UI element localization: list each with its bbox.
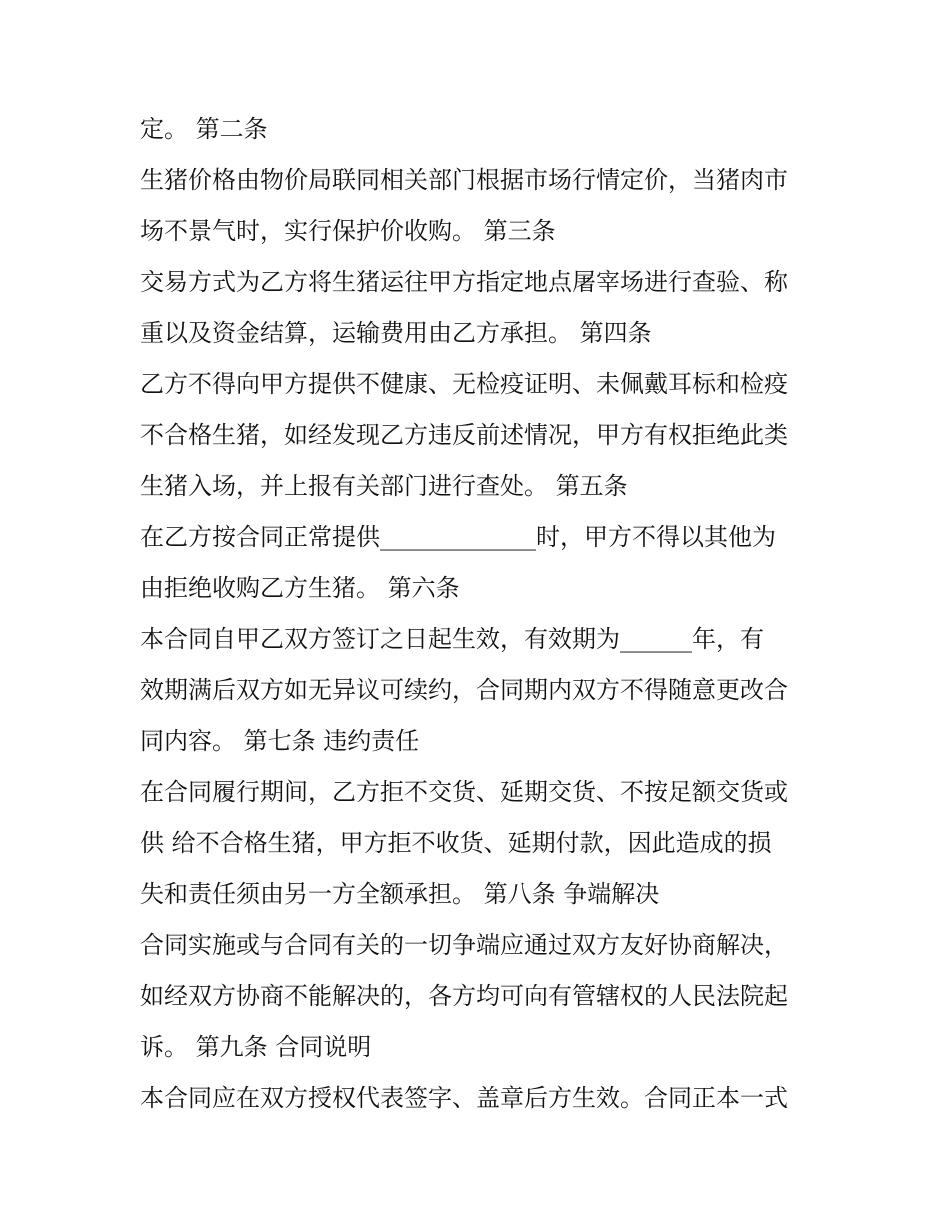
text-line: 供 给不合格生猪，甲方拒不收货、延期付款，因此造成的损	[140, 829, 772, 857]
text-line: 不合格生猪，如经发现乙方违反前述情况，甲方有权拒绝此类	[140, 421, 788, 449]
text-line: 如经双方协商不能解决的，各方均可向有管辖权的人民法院起	[140, 982, 788, 1010]
text-line: 交易方式为乙方将生猪运往甲方指定地点屠宰场进行查验、称	[140, 268, 788, 296]
text-line: 重以及资金结算，运输费用由乙方承担。 第四条	[140, 319, 652, 347]
text-line: 生猪价格由物价局联同相关部门根据市场行情定价，当猪肉市	[140, 166, 788, 194]
text-line: 乙方不得向甲方提供不健康、无检疫证明、未佩戴耳标和检疫	[140, 370, 788, 398]
text-line: 在合同履行期间，乙方拒不交货、延期交货、不按足额交货或	[140, 778, 788, 806]
text-line: 生猪入场，并上报有关部门进行查处。 第五条	[140, 472, 628, 500]
text-line: 合同实施或与合同有关的一切争端应通过双方友好协商解决，	[140, 931, 788, 959]
text-line: 诉。 第九条 合同说明	[140, 1033, 372, 1061]
text-line: 本合同自甲乙双方签订之日起生效，有效期为______年，有	[140, 625, 764, 653]
text-line: 由拒绝收购乙方生猪。 第六条	[140, 574, 460, 602]
text-line: 本合同应在双方授权代表签字、盖章后方生效。合同正本一式	[140, 1084, 788, 1112]
text-line: 失和责任须由另一方全额承担。 第八条 争端解决	[140, 880, 660, 908]
contract-text	[140, 104, 820, 1124]
text-line: 同内容。 第七条 违约责任	[140, 727, 420, 755]
text-line: 在乙方按合同正常提供_____________时，甲方不得以其他为	[140, 523, 776, 551]
text-line: 效期满后双方如无异议可续约，合同期内双方不得随意更改合	[140, 676, 788, 704]
text-line: 定。 第二条	[140, 115, 268, 143]
text-line: 场不景气时，实行保护价收购。 第三条	[140, 217, 556, 245]
